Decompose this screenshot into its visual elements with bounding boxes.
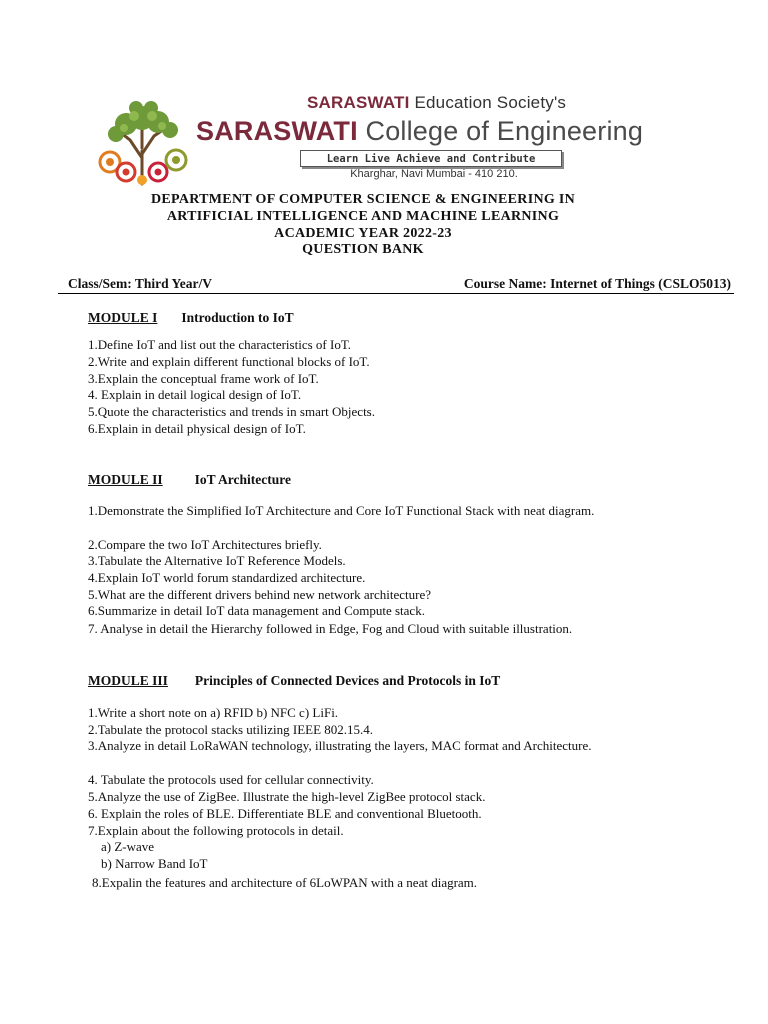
module-title: IoT Architecture xyxy=(194,472,292,487)
module-label: MODULE I xyxy=(88,310,158,325)
question-item: 5.What are the different drivers behind new network architecture? xyxy=(88,587,432,602)
college-brand: SARASWATI xyxy=(196,116,358,146)
course-info-row xyxy=(58,276,734,294)
question-item: 6.Summarize in detail IoT data management and Compute stack. xyxy=(88,603,425,618)
question-item: 1.Write a short note on a) RFID b) NFC c) LiFi. xyxy=(88,705,339,720)
society-suffix: Education Society's xyxy=(409,93,567,112)
module-title: Introduction to IoT xyxy=(181,310,294,325)
society-brand: SARASWATI xyxy=(307,93,410,112)
module-label: MODULE II xyxy=(88,472,163,487)
tagline: Learn Live Achieve and Contribute xyxy=(300,150,562,167)
address: Kharghar, Navi Mumbai - 410 210. xyxy=(350,168,518,180)
module-heading xyxy=(88,310,294,326)
question-item: 6.Explain in detail physical design of IoT. xyxy=(88,421,306,436)
question-item: 3.Explain the conceptual frame work of IoT. xyxy=(88,371,319,386)
question-item: 4.Explain IoT world forum standardized architecture. xyxy=(88,570,366,585)
question-item: 8.Expalin the features and architecture of 6LoWPAN with a neat diagram. xyxy=(92,875,478,890)
program-title: ARTIFICIAL INTELLIGENCE AND MACHINE LEARNING xyxy=(166,209,560,224)
sub-question-item: a) Z-wave xyxy=(101,839,155,854)
question-item: 3.Tabulate the Alternative IoT Reference Models. xyxy=(88,553,346,568)
module-heading xyxy=(88,472,291,488)
society-name xyxy=(307,93,566,113)
college-suffix: College of Engineering xyxy=(357,116,644,146)
sub-question-item: b) Narrow Band IoT xyxy=(101,856,208,871)
question-item: 2.Compare the two IoT Architectures briefly. xyxy=(88,537,322,552)
question-item: 3.Analyze in detail LoRaWAN technology, illustrating the layers, MAC format and Architecture. xyxy=(88,738,592,753)
question-item: 5.Analyze the use of ZigBee. Illustrate the high-level ZigBee protocol stack. xyxy=(88,789,486,804)
module-heading xyxy=(88,673,500,689)
question-item: 2.Tabulate the protocol stacks utilizing IEEE 802.15.4. xyxy=(88,722,374,737)
question-item: 7.Explain about the following protocols in detail. xyxy=(88,823,344,838)
document-title: QUESTION BANK xyxy=(302,242,424,257)
module-label: MODULE III xyxy=(88,673,168,688)
question-item: 2.Write and explain different functional blocks of IoT. xyxy=(88,354,370,369)
course-name: Course Name: Internet of Things (CSLO5013) xyxy=(463,276,731,291)
question-item: 5.Quote the characteristics and trends in smart Objects. xyxy=(88,404,375,419)
question-item: 7. Analyse in detail the Hierarchy followed in Edge, Fog and Cloud with suitable illustration. xyxy=(88,621,573,636)
department-title: DEPARTMENT OF COMPUTER SCIENCE & ENGINEERING IN xyxy=(150,192,576,207)
question-item: 1.Demonstrate the Simplified IoT Architecture and Core IoT Functional Stack with neat diagram. xyxy=(88,503,595,518)
question-item: 4. Tabulate the protocols used for cellular connectivity. xyxy=(88,772,374,787)
question-item: 4. Explain in detail logical design of IoT. xyxy=(88,387,302,402)
question-item: 6. Explain the roles of BLE. Differentiate BLE and conventional Bluetooth. xyxy=(88,806,482,821)
class-sem: Class/Sem: Third Year/V xyxy=(68,276,213,291)
module-title: Principles of Connected Devices and Protocols in IoT xyxy=(194,673,501,688)
question-item: 1.Define IoT and list out the characteristics of IoT. xyxy=(88,337,352,352)
college-name xyxy=(196,116,643,147)
academic-year: ACADEMIC YEAR 2022-23 xyxy=(274,226,452,241)
